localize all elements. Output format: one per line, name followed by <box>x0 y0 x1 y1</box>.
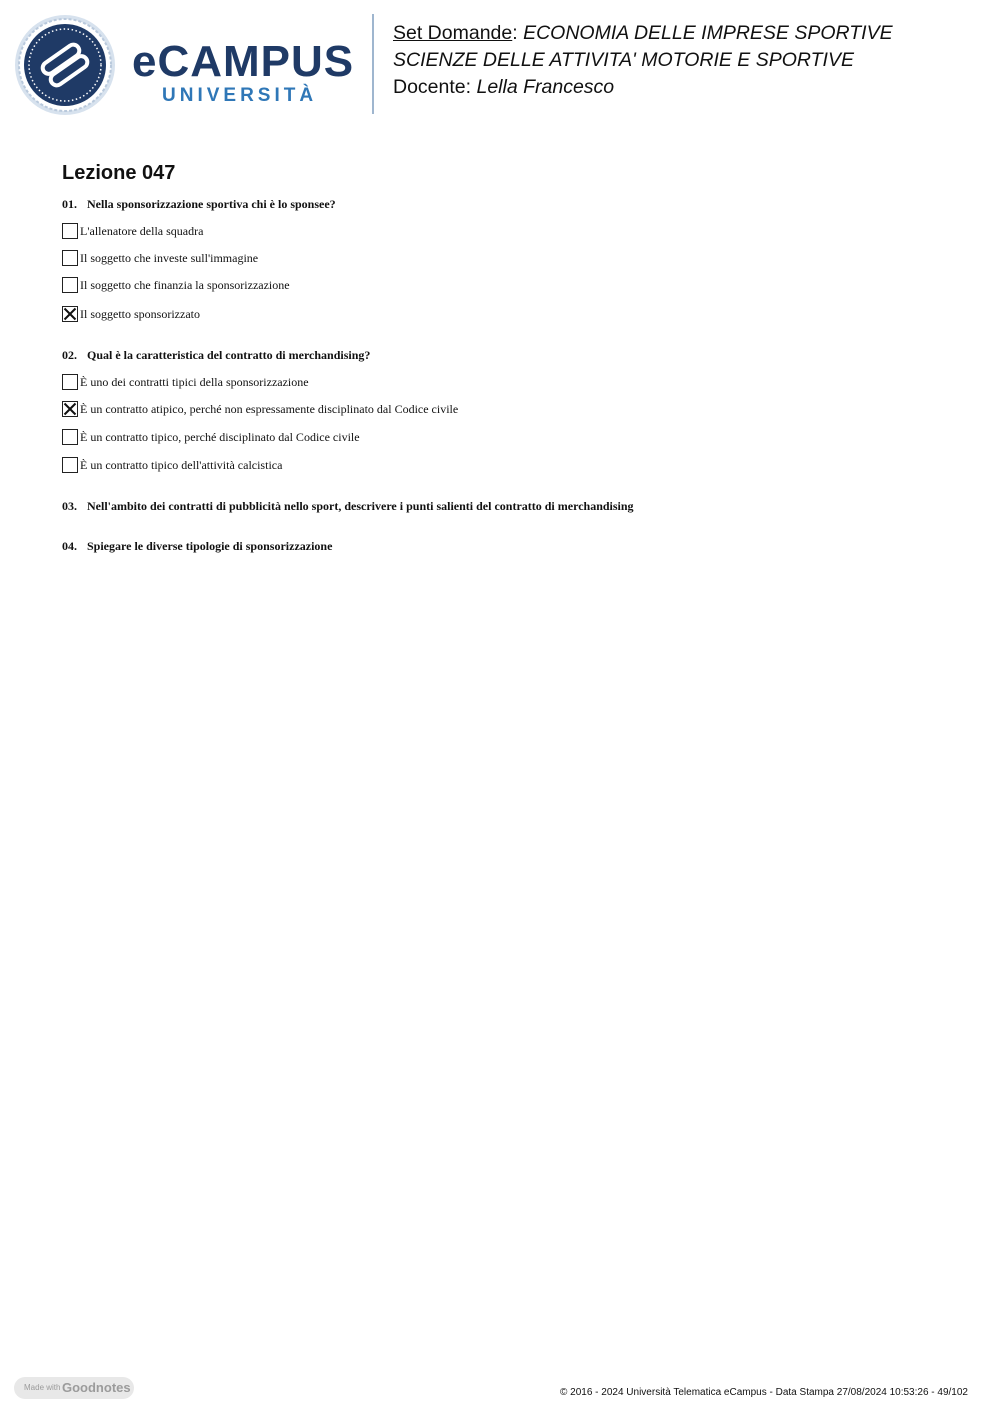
question-01 <box>62 196 336 212</box>
header-divider <box>372 14 374 114</box>
logo-sub-text: UNIVERSITÀ <box>162 85 318 106</box>
badge-brand-text: Goodnotes <box>62 1380 131 1395</box>
ecampus-logo <box>132 37 357 110</box>
page-header <box>0 0 1000 125</box>
made-with-goodnotes-badge <box>14 1377 134 1399</box>
question-03 <box>62 498 634 514</box>
lesson-title: Lezione 047 <box>62 162 176 184</box>
question-text: Nell'ambito dei contratti di pubblicità nello sport, descrivere i punti salienti del contratto di merchandising <box>87 499 634 513</box>
question-text: Nella sponsorizzazione sportiva chi è lo sponsee? <box>87 197 336 211</box>
question-number: 03. <box>62 499 77 513</box>
logo-brand-text: eCAMPUS <box>132 37 355 86</box>
check-x-icon <box>63 402 77 416</box>
answer-label: Il soggetto che finanzia la sponsorizzazione <box>80 278 290 292</box>
checkbox[interactable] <box>62 223 78 239</box>
checkbox[interactable] <box>62 429 78 445</box>
answer-label: È un contratto tipico, perché disciplinato dal Codice civile <box>80 430 360 444</box>
question-number: 02. <box>62 348 77 362</box>
check-x-icon <box>63 307 77 321</box>
set-separator: : <box>512 22 518 44</box>
course-line <box>393 20 983 47</box>
checkbox[interactable] <box>62 374 78 390</box>
teacher-label: Docente: <box>393 76 472 98</box>
answer-label: Il soggetto che investe sull'immagine <box>80 251 259 265</box>
checkbox-checked[interactable] <box>62 401 78 417</box>
set-domande-label: Set Domande <box>393 22 513 44</box>
question-02 <box>62 347 370 363</box>
checkbox[interactable] <box>62 250 78 266</box>
question-04 <box>62 538 332 554</box>
answer-label: L'allenatore della squadra <box>80 224 204 238</box>
question-text: Qual è la caratteristica del contratto di merchandising? <box>87 348 371 362</box>
question-number: 01. <box>62 197 77 211</box>
course-name: ECONOMIA DELLE IMPRESE SPORTIVE <box>523 22 893 44</box>
answer-label: È un contratto atipico, perché non espressamente disciplinato dal Codice civile <box>80 402 459 416</box>
answer-label: Il soggetto sponsorizzato <box>80 307 200 321</box>
course-info <box>393 20 983 101</box>
university-seal-icon <box>14 14 116 116</box>
teacher-name: Lella Francesco <box>476 76 615 98</box>
degree-name: SCIENZE DELLE ATTIVITA' MOTORIE E SPORTIVE <box>393 49 854 71</box>
footer-copyright: © 2016 - 2024 Università Telematica eCampus - Data Stampa 27/08/2024 10:53:26 - 49/102 <box>560 1387 968 1398</box>
question-number: 04. <box>62 539 77 553</box>
question-text: Spiegare le diverse tipologie di sponsorizzazione <box>87 539 333 553</box>
badge-small-text: Made with <box>24 1383 61 1392</box>
answer-label: È uno dei contratti tipici della sponsorizzazione <box>80 375 309 389</box>
checkbox-checked[interactable] <box>62 306 78 322</box>
answer-label: È un contratto tipico dell'attività calcistica <box>80 458 283 472</box>
checkbox[interactable] <box>62 277 78 293</box>
checkbox[interactable] <box>62 457 78 473</box>
teacher-line <box>393 74 983 101</box>
